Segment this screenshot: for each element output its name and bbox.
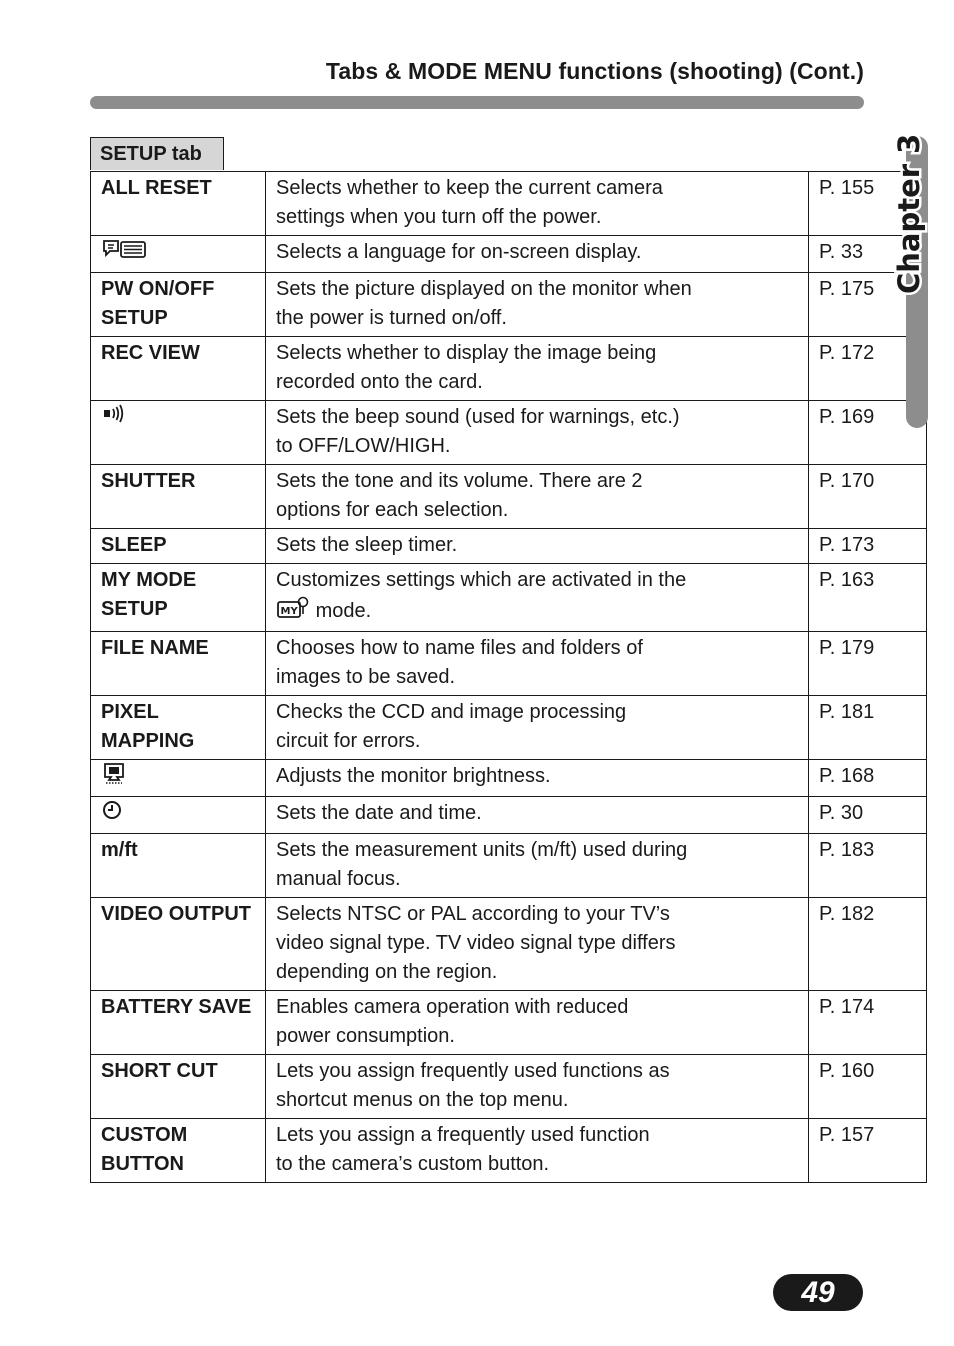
table-row <box>91 834 927 898</box>
setting-description <box>266 172 809 236</box>
my-mode-icon <box>276 595 310 628</box>
page-reference: P. 168 <box>809 760 927 797</box>
setting-description <box>266 529 809 564</box>
description-line: manual focus. <box>276 868 401 890</box>
setting-description <box>266 236 809 273</box>
page-reference: P. 175 <box>809 273 927 337</box>
setting-name-video-output: VIDEO OUTPUT <box>91 898 266 991</box>
page-reference: P. 170 <box>809 465 927 529</box>
description-line: Sets the sleep timer. <box>276 534 458 556</box>
setting-description <box>266 991 809 1055</box>
setting-description <box>266 1119 809 1183</box>
page-reference: P. 179 <box>809 632 927 696</box>
table-row <box>91 236 927 273</box>
description-line: Customizes settings which are activated in the <box>276 569 687 591</box>
setting-name-my-mode-setup: MY MODE SETUP <box>91 564 266 632</box>
description-line: Lets you assign frequently used functions as <box>276 1060 670 1082</box>
chapter-side-label <box>878 128 934 298</box>
page-reference: P. 169 <box>809 401 927 465</box>
description-line: Selects whether to keep the current camera <box>276 177 663 199</box>
description-line: Sets the tone and its volume. There are 2 <box>276 470 643 492</box>
setup-table <box>90 171 927 1183</box>
table-row <box>91 465 927 529</box>
table-row <box>91 401 927 465</box>
description-line: images to be saved. <box>276 666 455 688</box>
description-line: circuit for errors. <box>276 730 421 752</box>
description-line: the power is turned on/off. <box>276 307 507 329</box>
description-line: Lets you assign a frequently used function <box>276 1124 650 1146</box>
setting-description <box>266 834 809 898</box>
setting-description <box>266 564 809 632</box>
description-line: Sets the beep sound (used for warnings, etc.) <box>276 406 680 428</box>
setting-name-shutter: SHUTTER <box>91 465 266 529</box>
page-reference: P. 30 <box>809 797 927 834</box>
setting-name-short-cut: SHORT CUT <box>91 1055 266 1119</box>
table-row <box>91 273 927 337</box>
description-line: to the camera’s custom button. <box>276 1153 550 1175</box>
svg-text:MY: MY <box>280 606 298 617</box>
setting-icon-cell <box>91 236 266 273</box>
description-line: power consumption. <box>276 1025 455 1047</box>
page-reference: P. 172 <box>809 337 927 401</box>
page-reference: P. 183 <box>809 834 927 898</box>
setting-icon-cell <box>91 401 266 465</box>
setting-description <box>266 465 809 529</box>
page-reference: P. 163 <box>809 564 927 632</box>
description-line: shortcut menus on the top menu. <box>276 1089 569 1111</box>
description-line: depending on the region. <box>276 961 498 983</box>
description-line: video signal type. TV video signal type differs <box>276 932 676 954</box>
setting-description <box>266 797 809 834</box>
description-line: Enables camera operation with reduced <box>276 996 629 1018</box>
table-row <box>91 564 927 632</box>
page-reference: P. 181 <box>809 696 927 760</box>
description-line: to OFF/LOW/HIGH. <box>276 435 451 457</box>
setting-description <box>266 273 809 337</box>
setup-tab-label: SETUP tab <box>90 137 224 170</box>
table-row <box>91 1119 927 1183</box>
description-line: Sets the measurement units (m/ft) used during <box>276 839 688 861</box>
page-reference: P. 33 <box>809 236 927 273</box>
setting-name-battery-save: BATTERY SAVE <box>91 991 266 1055</box>
page-reference: P. 160 <box>809 1055 927 1119</box>
setting-description <box>266 898 809 991</box>
setting-description <box>266 337 809 401</box>
table-row <box>91 337 927 401</box>
setting-description <box>266 632 809 696</box>
setting-description <box>266 696 809 760</box>
description-line: Selects NTSC or PAL according to your TV’s <box>276 903 670 925</box>
description-line: Checks the CCD and image processing <box>276 701 627 723</box>
clock-icon <box>101 799 123 830</box>
table-row <box>91 797 927 834</box>
page-reference: P. 173 <box>809 529 927 564</box>
setting-name-custom-button: CUSTOM BUTTON <box>91 1119 266 1183</box>
description-line: options for each selection. <box>276 499 509 521</box>
page-reference: P. 174 <box>809 991 927 1055</box>
page-reference: P. 182 <box>809 898 927 991</box>
description-line: recorded onto the card. <box>276 371 483 393</box>
table-row <box>91 898 927 991</box>
language-icon <box>101 238 149 269</box>
description-line: Selects a language for on-screen display. <box>276 241 642 263</box>
description-line: Sets the picture displayed on the monitor when <box>276 278 692 300</box>
page-reference: P. 155 <box>809 172 927 236</box>
monitor-brightness-icon <box>101 762 127 793</box>
setting-name-all-reset: ALL RESET <box>91 172 266 236</box>
description-line: Selects whether to display the image being <box>276 342 657 364</box>
setting-icon-cell <box>91 797 266 834</box>
setting-name-m-ft: m/ft <box>91 834 266 898</box>
table-row <box>91 760 927 797</box>
setting-name-rec-view: REC VIEW <box>91 337 266 401</box>
setting-name-file-name: FILE NAME <box>91 632 266 696</box>
svg-text:Chapter 3: Chapter 3 <box>892 133 926 294</box>
description-line: Chooses how to name files and folders of <box>276 637 643 659</box>
table-row <box>91 1055 927 1119</box>
setting-name-pixel-mapping: PIXEL MAPPING <box>91 696 266 760</box>
table-row <box>91 991 927 1055</box>
page-header-title: Tabs & MODE MENU functions (shooting) (Cont.) <box>325 58 864 84</box>
table-row <box>91 529 927 564</box>
table-row <box>91 172 927 236</box>
setting-description <box>266 1055 809 1119</box>
setting-description <box>266 401 809 465</box>
header-rule <box>90 96 864 109</box>
setting-name-pw-on-off-setup: PW ON/OFF SETUP <box>91 273 266 337</box>
table-row <box>91 696 927 760</box>
description-line: settings when you turn off the power. <box>276 206 602 228</box>
table-row <box>91 632 927 696</box>
setting-name-sleep: SLEEP <box>91 529 266 564</box>
setting-description <box>266 760 809 797</box>
description-line: mode. <box>315 599 372 622</box>
page-number: 49 <box>801 1276 835 1309</box>
setting-icon-cell <box>91 760 266 797</box>
description-line: Sets the date and time. <box>276 802 482 824</box>
beep-sound-icon <box>101 403 125 432</box>
description-line: Adjusts the monitor brightness. <box>276 765 551 787</box>
page-reference: P. 157 <box>809 1119 927 1183</box>
